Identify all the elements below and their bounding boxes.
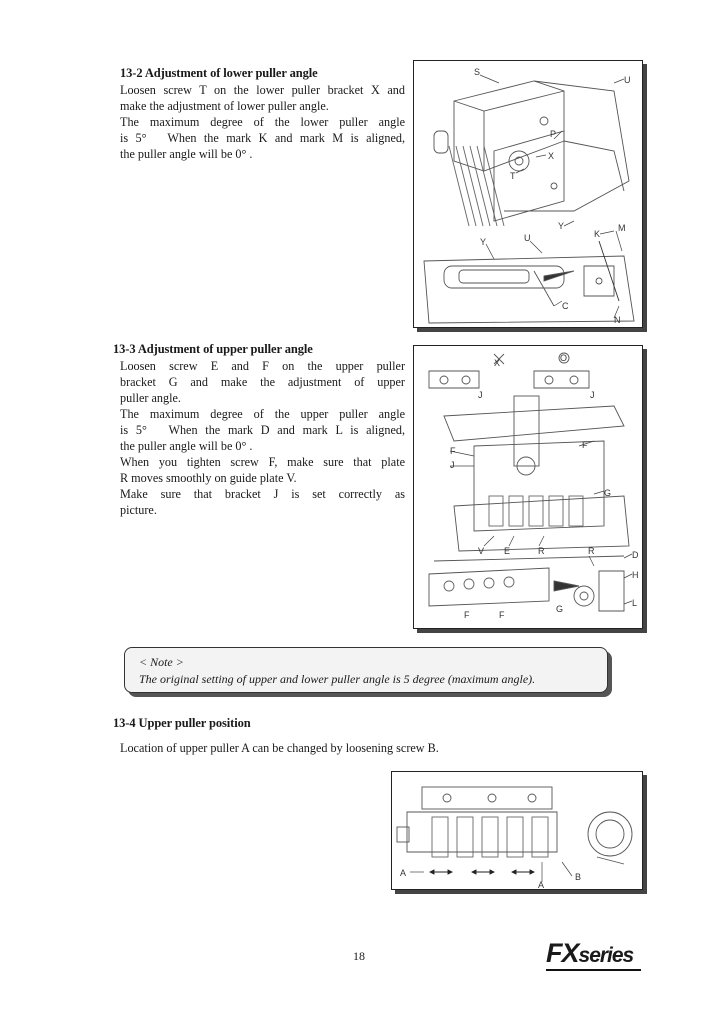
svg-text:H: H: [632, 570, 639, 580]
svg-text:K: K: [594, 229, 601, 239]
body-line: When you tighten screw F, make sure that plate: [120, 455, 405, 469]
page-number: 18: [353, 949, 365, 963]
svg-text:S: S: [474, 67, 481, 77]
brand-series: series: [578, 944, 634, 967]
upper-puller-figure: [413, 345, 643, 629]
svg-text:E: E: [504, 546, 511, 556]
svg-text:A: A: [538, 880, 545, 889]
body-line: The maximum degree of the upper puller angle: [120, 407, 405, 421]
svg-text:O: O: [560, 353, 568, 363]
svg-text:F: F: [464, 610, 470, 620]
upper-puller-diagram: [414, 346, 642, 628]
upper-puller-position-figure: [391, 771, 643, 890]
lower-figure-labels: [474, 67, 631, 325]
body-line: Loosen screw E and F on the upper puller: [120, 359, 405, 373]
svg-text:X: X: [494, 358, 501, 368]
svg-text:P: P: [550, 129, 557, 139]
body-line: picture.: [120, 503, 157, 517]
svg-text:A: A: [400, 868, 407, 878]
body-line: Make sure that bracket J is set correctly as: [120, 487, 405, 501]
body-line: The maximum degree of the lower puller angle: [120, 115, 405, 129]
section-13-2-body: [120, 82, 405, 162]
svg-text:B: B: [575, 872, 582, 882]
lower-puller-figure: [413, 60, 643, 328]
svg-text:F: F: [582, 440, 588, 450]
svg-text:Y: Y: [480, 237, 487, 247]
brand-fx: FX: [546, 938, 579, 968]
section-13-3-title: 13-3 Adjustment of upper puller angle: [113, 342, 313, 356]
svg-text:G: G: [604, 488, 612, 498]
svg-text:G: G: [556, 604, 564, 614]
svg-text:V: V: [478, 546, 485, 556]
svg-text:R: R: [588, 546, 595, 556]
section-13-4-title: 13-4 Upper puller position: [113, 716, 251, 730]
svg-text:Y: Y: [558, 221, 565, 231]
svg-text:R: R: [538, 546, 545, 556]
svg-text:U: U: [624, 75, 631, 85]
note-box: [124, 647, 608, 693]
upper-puller-position-diagram: [392, 772, 642, 889]
note-text: The original setting of upper and lower puller angle is 5 degree (maximum angle).: [139, 672, 536, 686]
body-line: R moves smoothly on guide plate V.: [120, 471, 297, 485]
svg-text:C: C: [562, 301, 569, 311]
brand-underline: [546, 969, 641, 971]
section-13-2-title: 13-2 Adjustment of lower puller angle: [120, 66, 318, 80]
body-line: bracket G and make the adjustment of upper: [120, 375, 405, 389]
svg-text:J: J: [590, 390, 595, 400]
body-line: is 5° When the mark D and mark L is aligned,: [120, 423, 405, 437]
svg-text:X: X: [548, 151, 555, 161]
svg-text:F: F: [450, 446, 456, 456]
section-13-4-body: [120, 740, 540, 756]
svg-text:U: U: [524, 233, 531, 243]
svg-text:F: F: [499, 610, 505, 620]
body-line: make the adjustment of lower puller angle.: [120, 99, 329, 113]
svg-text:L: L: [632, 598, 638, 608]
svg-text:N: N: [614, 315, 621, 325]
body-line: Loosen screw T on the lower puller bracket X and: [120, 83, 405, 97]
note-label: < Note >: [139, 655, 184, 669]
upper-figure-labels: [450, 353, 639, 620]
body-line: puller angle.: [120, 391, 181, 405]
body-line: is 5° When the mark K and mark M is aligned,: [120, 131, 405, 145]
svg-text:D: D: [632, 550, 639, 560]
svg-text:J: J: [450, 460, 455, 470]
lower-puller-diagram: [414, 61, 642, 327]
svg-text:J: J: [478, 390, 483, 400]
body-line: the puller angle will be 0° .: [120, 439, 253, 453]
svg-text:T: T: [510, 171, 516, 181]
body-line: the puller angle will be 0° .: [120, 147, 253, 161]
body-line: Location of upper puller A can be changed by loosening screw B.: [120, 741, 439, 755]
section-13-3-body: [120, 358, 405, 518]
brand-logo: [546, 938, 633, 969]
svg-text:M: M: [618, 223, 626, 233]
